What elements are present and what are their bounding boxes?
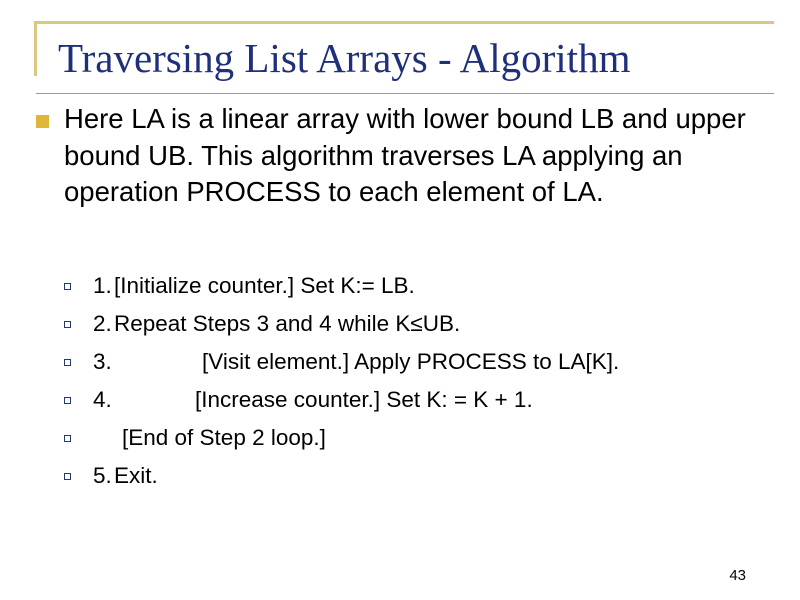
step-number: 2. [93,311,112,336]
hollow-square-bullet-icon [64,283,71,290]
intro-paragraph: Here LA is a linear array with lower bound LB and upper bound UB. This algorithm traverses LA applying an operation PROCESS to each element of LA. [64,103,746,207]
hollow-square-bullet-icon [64,473,71,480]
page-number: 43 [729,567,746,584]
step-text: [Increase counter.] Set K: = K + 1. [195,387,533,412]
step-text: Repeat Steps 3 and 4 while K≤UB. [114,311,461,336]
hollow-square-bullet-icon [64,435,71,442]
square-bullet-icon [36,115,49,128]
step-text: Exit. [114,463,158,488]
slide-title: Traversing List Arrays - Algorithm [58,35,631,81]
frame-vertical-line [34,21,37,76]
step-number: 4. [93,387,112,412]
step-number: 1. [93,273,112,298]
hollow-square-bullet-icon [64,397,71,404]
step-number: 5. [93,463,112,488]
hollow-square-bullet-icon [64,321,71,328]
frame-top-line [34,21,774,24]
hollow-square-bullet-icon [64,359,71,366]
step-text: [Initialize counter.] Set K:= LB. [114,273,415,298]
step-text: [End of Step 2 loop.] [122,425,326,450]
step-text: [Visit element.] Apply PROCESS to LA[K]. [202,349,620,374]
title-divider [36,93,774,94]
step-number: 3. [93,349,112,374]
